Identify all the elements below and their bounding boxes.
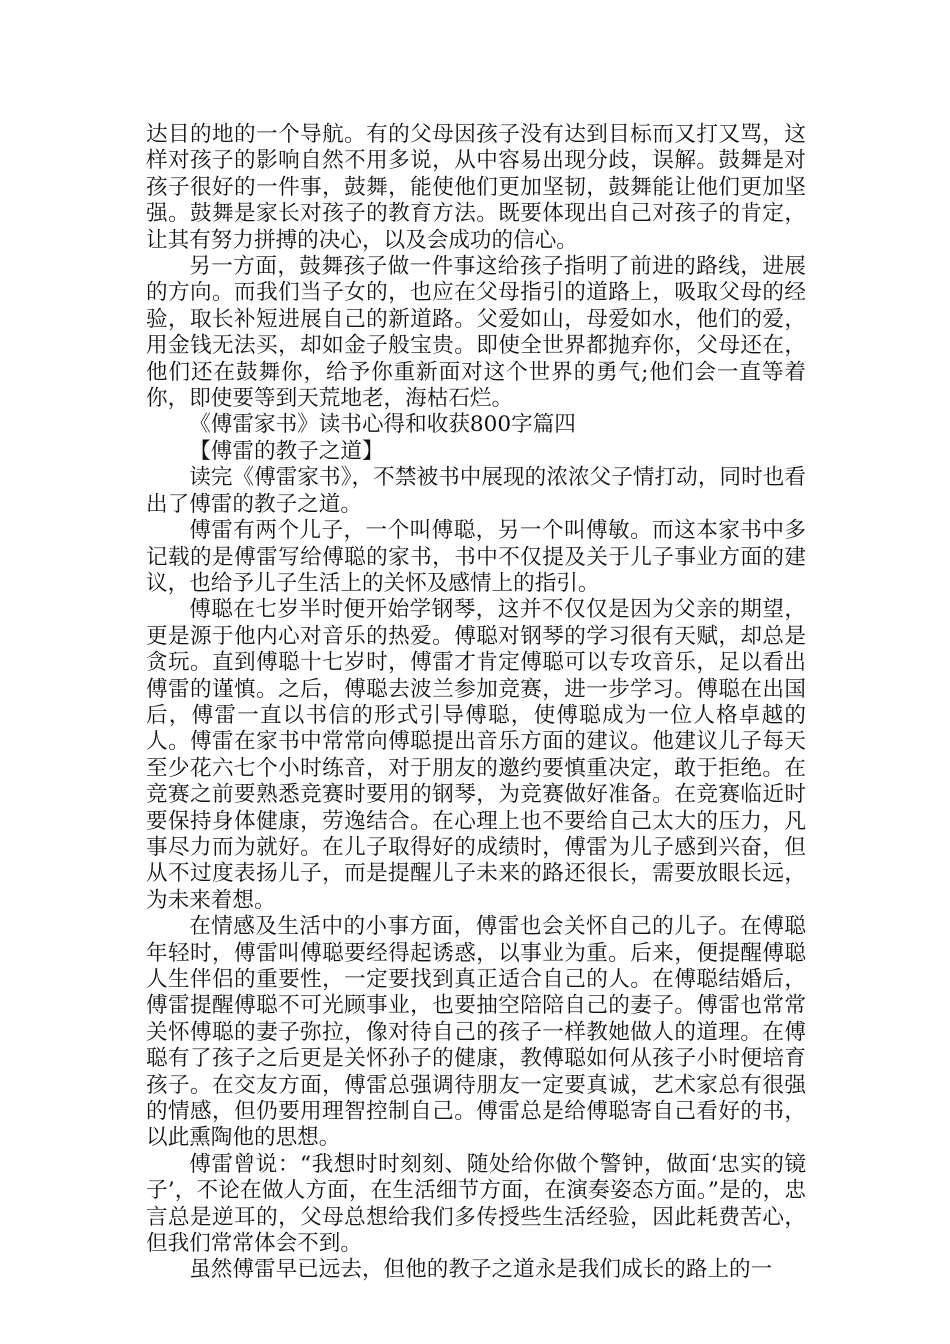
paragraph-piano: 傅聪在七岁半时便开始学钢琴，这并不仅仅是因为父亲的期望，更是源于他内心对音乐的热爱。傅聪对钢琴的学习很有天赋，却总是贪玩。直到傅聪十七岁时，傅雷才肯定傅聪可以专攻音乐，足以看出傅雷的谨慎。之后，傅聪去波兰参加竞赛，进一步学习。傅聪在出国后，傅雷一直以书信的形式引导傅聪，使傅聪成为一位人格卓越的人。傅雷在家书中常常向傅聪提出音乐方面的建议。他建议儿子每天至少花六七个小时练音，对于朋友的邀约要慎重决定，敢于拒绝。在竞赛之前要熟悉竞赛时要用的钢琴，为竞赛做好准备。在竞赛临近时要保持身体健康，劳逸结合。在心理上也不要给自己太大的压力，凡事尽力而为就好。在儿子取得好的成绩时，傅雷为儿子感到兴奋，但从不过度表扬儿子，而是提醒儿子未来的路还很长，需要放眼长远，为未来着想。 <box>146 597 806 913</box>
section-subtitle: 【傅雷的教子之道】 <box>189 438 384 464</box>
paragraph-emotion-life: 在情感及生活中的小事方面，傅雷也会关怀自己的儿子。在傅聪年轻时，傅雷叫傅聪要经得起诱惑，以事业为重。后来，便提醒傅聪人生伴侣的重要性，一定要找到真正适合自己的人。在傅聪结婚后，傅雷提醒傅聪不可光顾事业，也要抽空陪陪自己的妻子。傅雷也常常关怀傅聪的妻子弥拉，像对待自己的孩子一样教她做人的道理。在傅聪有了孩子之后更是关怀孙子的健康，教傅聪如何从孩子小时便培育孩子。在交友方面，傅雷总强调待朋友一定要真诚，艺术家总有很强的情感，但仍要用理智控制自己。傅雷总是给傅聪寄自己看好的书，以此熏陶他的思想。 <box>146 914 806 1151</box>
paragraph-two-sons: 傅雷有两个儿子，一个叫傅聪，另一个叫傅敏。而这本家书中多记载的是傅雷写给傅聪的家书，书中不仅提及关于儿子事业方面的建议，也给予儿子生活上的关怀及感情上的指引。 <box>146 518 806 596</box>
document-page <box>146 122 806 1284</box>
paragraph-encouragement: 另一方面，鼓舞孩子做一件事这给孩子指明了前进的路线，进展的方向。而我们当子女的，也应在父母指引的道路上，吸取父母的经验，取长补短进展自己的新道路。父爱如山，母爱如水，他们的爱，用金钱无法买，却如金子般宝贵。即使全世界都抛弃你，父母还在，他们还在鼓舞你，给予你重新面对这个世界的勇气;他们会一直等着你，即使要等到天荒地老，海枯石烂。 <box>146 254 806 412</box>
paragraph-quote: 傅雷曾说：“我想时时刻刻、随处给你做个警钟，做面‘忠实的镜子’，不论在做人方面，在生活细节方面，在演奏姿态方面。”是的，忠言总是逆耳的，父母总想给我们多传授些生活经验，因此耗费苦心，但我们常常体会不到。 <box>146 1151 806 1257</box>
paragraph-intro: 读完《傅雷家书》，不禁被书中展现的浓浓父子情打动，同时也看出了傅雷的教子之道。 <box>146 465 806 517</box>
paragraph-closing: 虽然傅雷早已远去，但他的教子之道永是我们成长的路上的一 <box>189 1257 773 1283</box>
section-title: 《傅雷家书》读书心得和收获800字篇四 <box>189 412 576 438</box>
paragraph-continuation: 达目的地的一个导航。有的父母因孩子没有达到目标而又打又骂，这样对孩子的影响自然不用多说，从中容易出现分歧，误解。鼓舞是对孩子很好的一件事，鼓舞，能使他们更加坚韧，鼓舞能让他们更加坚强。鼓舞是家长对孩子的教育方法。既要体现出自己对孩子的肯定，让其有努力拼搏的决心，以及会成功的信心。 <box>146 122 806 253</box>
